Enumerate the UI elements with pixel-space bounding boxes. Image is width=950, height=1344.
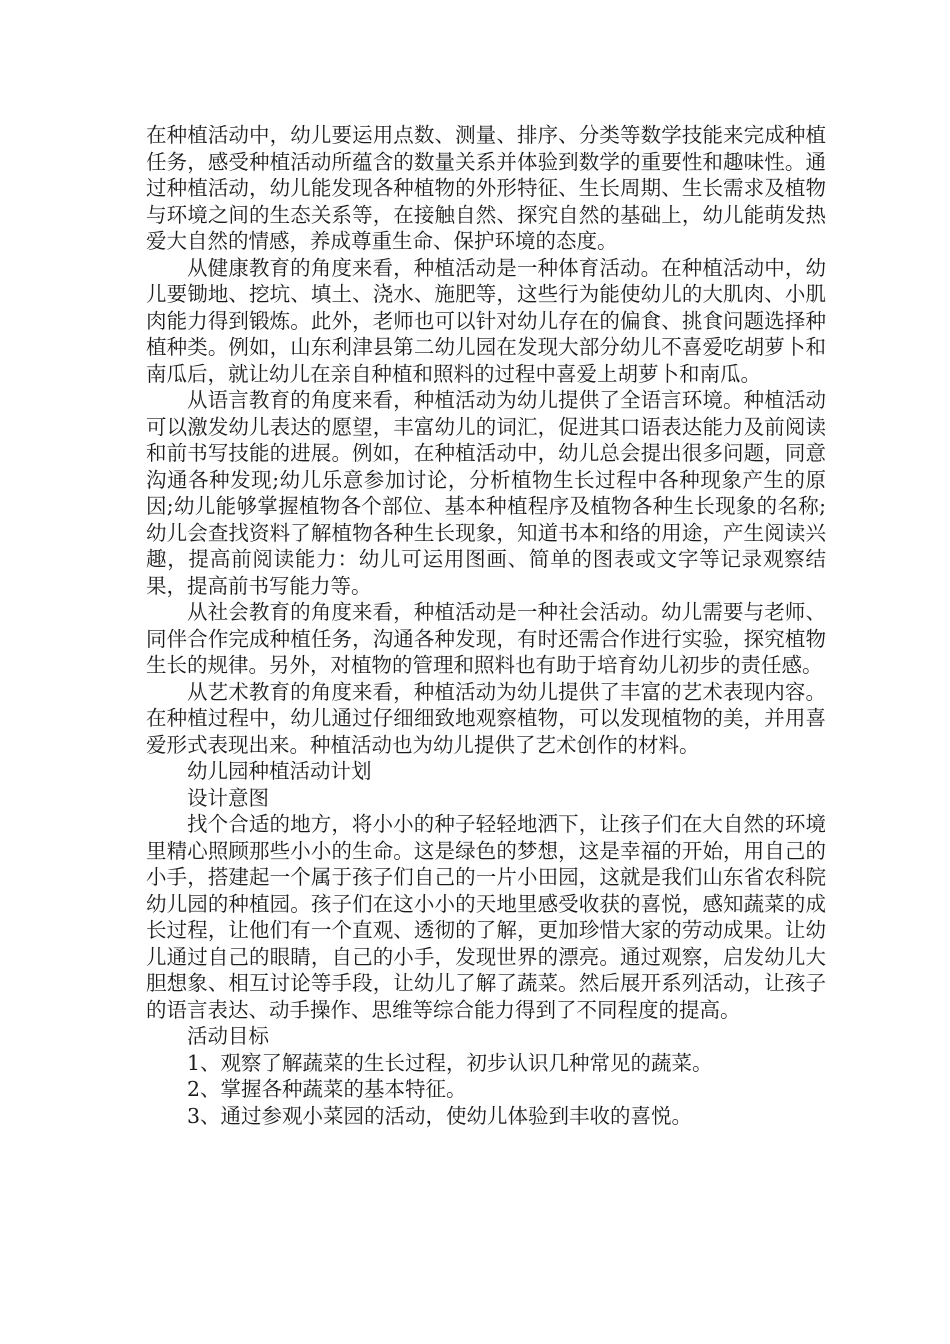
goal-item-3: 3、通过参观小菜园的活动，使幼儿体验到丰收的喜悦。 xyxy=(187,1103,693,1128)
section-title-design-intent: 设计意图 xyxy=(187,785,269,810)
section-title-goals: 活动目标 xyxy=(187,1024,269,1048)
paragraph-math-education: 在种植活动中，幼儿要运用点数、测量、排序、分类等数学技能来完成种植任务，感受种植活动所蕴含的数量关系并体验到数学的重要性和趣味性。通过种植活动，幼儿能发现各种植物的外形特征、生长周期、生长需求及植物与环境之间的生态关系等，在接触自然、探究自然的基础上，幼儿能萌发热爱大自然的情感，养成尊重生命、保护环境的态度。 xyxy=(146,123,826,253)
section-title-plan: 幼儿园种植活动计划 xyxy=(187,759,372,783)
paragraph-social-education: 从社会教育的角度来看，种植活动是一种社会活动。幼儿需要与老师、同伴合作完成种植任务，沟通各种发现，有时还需合作进行实验，探究植物生长的规律。另外，对植物的管理和照料也有助于培育幼儿初步的责任感。 xyxy=(146,600,826,677)
paragraph-art-education: 从艺术教育的角度来看，种植活动为幼儿提供了丰富的艺术表现内容。在种植过程中，幼儿通过仔细细致地观察植物，可以发现植物的美，并用喜爱形式表现出来。种植活动也为幼儿提供了艺术创作的材料。 xyxy=(146,679,826,757)
paragraph-design-intent: 找个合适的地方，将小小的种子轻轻地洒下，让孩子们在大自然的环境里精心照顾那些小小的生命。这是绿色的梦想，这是幸福的开始，用自己的小手，搭建起一个属于孩子们自己的一片小田园，这就是我们山东省农科院幼儿园的种植园。孩子们在这小小的天地里感受收获的喜悦，感知蔬菜的成长过程，让他们有一个直观、透彻的了解，更加珍惜大家的劳动成果。让幼儿通过自己的眼睛，自己的小手，发现世界的漂亮。通过观察，启发幼儿大胆想象、相互讨论等手段，让幼儿了解了蔬菜。然后展开系列活动，让孩子的语言表达、动手操作、思维等综合能力得到了不同程度的提高。 xyxy=(146,812,826,1022)
goal-item-2: 2、掌握各种蔬菜的基本特征。 xyxy=(187,1077,467,1101)
paragraph-health-education: 从健康教育的角度来看，种植活动是一种体育活动。在种植活动中，幼儿要锄地、挖坑、填土、浇水、施肥等，这些行为能使幼儿的大肌肉、小肌肉能力得到锻炼。此外，老师也可以针对幼儿存在的偏食、挑食问题选择种植种类。例如，山东利津县第二幼儿园在发现大部分幼儿不喜爱吃胡萝卜和南瓜后，就让幼儿在亲自种植和照料的过程中喜爱上胡萝卜和南瓜。 xyxy=(146,255,826,386)
paragraph-language-education: 从语言教育的角度来看，种植活动为幼儿提供了全语言环境。种植活动可以激发幼儿表达的愿望，丰富幼儿的词汇，促进其口语表达能力及前阅读和前书写技能的进展。例如，在种植活动中，幼儿总会提出很多问题，同意沟通各种发现;幼儿乐意参加讨论，分析植物生长过程中各种现象产生的原因;幼儿能够掌握植物各个部位、基本种植程序及植物各种生长现象的名称;幼儿会查找资料了解植物各种生长现象，知道书本和络的用途，产生阅读兴趣，提高前阅读能力：幼儿可运用图画、简单的图表或文字等记录观察结果，提高前书写能力等。 xyxy=(146,388,826,598)
document-page xyxy=(146,122,826,1129)
goal-item-1: 1、观察了解蔬菜的生长过程，初步认识几种常见的蔬菜。 xyxy=(187,1050,713,1075)
